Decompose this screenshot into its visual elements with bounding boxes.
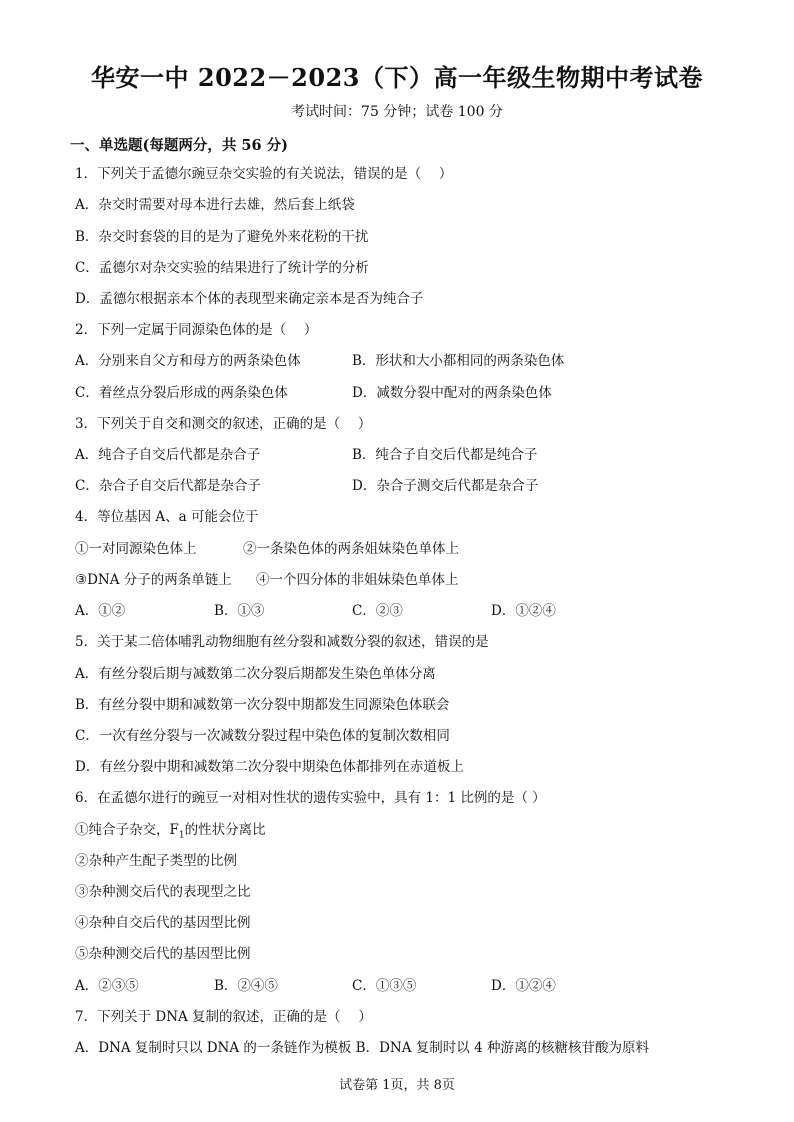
q6-statement-1-sub: 1 [178,830,185,841]
q6-statement-3: ③杂种测交后代的表现型之比 [75,884,251,900]
q4-option-d: D．①②④ [491,603,556,619]
q6-stem: 6．在孟德尔进行的豌豆一对相对性状的遗传实验中，具有 1：1 比例的是（ ） [75,790,546,806]
q7-options-ab: A．DNA 复制时只以 DNA 的一条链作为模板 B．DNA 复制时以 4 种游离的核糖核苷酸为原料 [75,1040,649,1056]
q6-statement-5: ⑤杂种测交后代的基因型比例 [75,946,251,962]
q6-option-d: D．①②④ [491,978,556,994]
q3-option-a: A．纯合子自交后代都是杂合子 [75,447,261,463]
page-footer: 试卷第 1页，共 8页 [339,1078,455,1093]
q4-option-c: C．②③ [352,603,403,619]
q5-option-d: D．有丝分裂中期和减数第二次分裂中期染色体都排列在赤道板上 [75,759,464,775]
q5-stem: 5．关于某二倍体哺乳动物细胞有丝分裂和减数分裂的叙述，错误的是 [75,634,489,650]
q6-statement-2: ②杂种产生配子类型的比例 [75,853,237,869]
q4-statement-2: ②一条染色体的两条姐妹染色单体上 [243,541,459,557]
q6-option-b: B．②④⑤ [214,978,278,994]
q6-statement-1-pre: ①纯合子杂交，F [75,822,179,838]
q1-option-b: B．杂交时套袋的目的是为了避免外来花粉的干扰 [75,229,369,245]
q3-stem: 3．下列关于自交和测交的叙述，正确的是（ ） [75,416,372,432]
q6-statement-1 [75,821,266,845]
q2-stem: 2．下列一定属于同源染色体的是（ ） [75,322,318,338]
q2-option-c: C．着丝点分裂后形成的两条染色体 [75,385,288,401]
q4-statement-4: ④一个四分体的非姐妹染色单体上 [256,572,459,588]
q3-option-c: C．杂合子自交后代都是杂合子 [75,478,261,494]
q5-option-a: A．有丝分裂后期与减数第二次分裂后期都发生染色单体分离 [75,666,436,682]
q3-option-b: B．纯合子自交后代都是纯合子 [352,447,538,463]
q3-option-d: D．杂合子测交后代都是杂合子 [352,478,539,494]
q6-option-c: C．①③⑤ [352,978,417,994]
q6-statement-1-post: 的性状分离比 [184,822,266,838]
q4-statement-1: ①一对同源染色体上 [75,541,197,557]
q5-option-b: B．有丝分裂中期和减数第一次分裂中期都发生同源染色体联会 [75,697,450,713]
q5-option-c: C．一次有丝分裂与一次减数分裂过程中染色体的复制次数相同 [75,728,450,744]
q2-option-a: A．分别来自父方和母方的两条染色体 [75,353,301,369]
exam-title: 华安一中 2022－2023（下）高一年级生物期中考试卷 [91,63,703,92]
q4-statement-3: ③DNA 分子的两条单链上 [75,572,232,588]
q1-option-c: C．孟德尔对杂交实验的结果进行了统计学的分析 [75,260,369,276]
q4-stem: 4．等位基因 A、a 可能会位于 [75,509,259,525]
section-heading: 一、单选题(每题两分，共 56 分) [70,137,288,154]
q6-option-a: A．②③⑤ [75,978,139,994]
q4-option-a: A．①② [75,603,126,619]
q4-option-b: B．①③ [214,603,265,619]
q6-statement-4: ④杂种自交后代的基因型比例 [75,915,251,931]
q2-option-d: D．减数分裂中配对的两条染色体 [352,385,552,401]
q7-stem: 7．下列关于 DNA 复制的叙述，正确的是（ ） [75,1009,372,1025]
q1-option-d: D．孟德尔根据亲本个体的表现型来确定亲本是否为纯合子 [75,291,424,307]
exam-subtitle: 考试时间：75 分钟；试卷 100 分 [291,104,503,120]
q2-option-b: B．形状和大小都相同的两条染色体 [352,353,565,369]
q1-option-a: A．杂交时需要对母本进行去雄，然后套上纸袋 [75,197,355,213]
q1-stem: 1．下列关于孟德尔豌豆杂交实验的有关说法，错误的是（ ） [75,166,453,182]
